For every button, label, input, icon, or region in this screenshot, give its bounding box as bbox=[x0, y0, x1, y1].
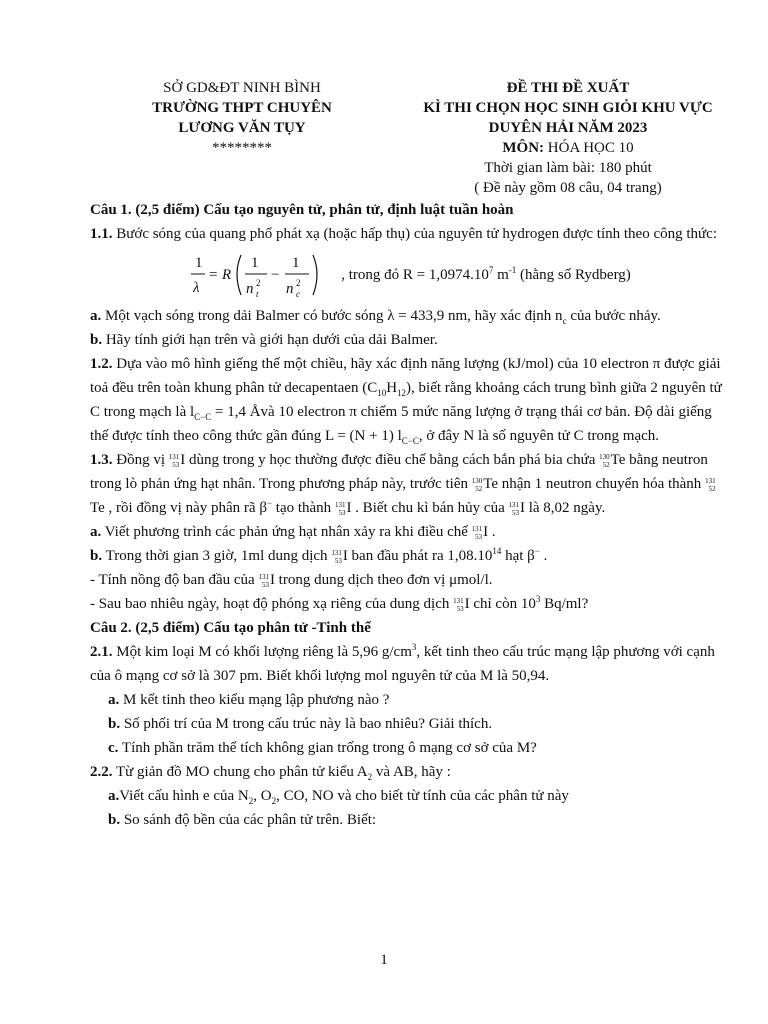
q2-1a-label: a. bbox=[108, 692, 120, 708]
isotope-z: 53 bbox=[511, 508, 519, 517]
q1-1b-text: Hãy tính giới hạn trên và giới hạn dưới của dải Balmer. bbox=[102, 332, 438, 348]
isotope-i131 bbox=[335, 501, 347, 517]
department-name: SỞ GD&ĐT NINH BÌNH bbox=[163, 80, 321, 96]
q1-3b-tail: hạt β bbox=[501, 548, 535, 564]
q1-1-label: 1.1. bbox=[90, 226, 113, 242]
q2-1-tail: , kết tinh theo cấu trúc mạng lập phương với cạnh của ô mạng cơ sở là 307 pm. Biết khối lượng mol nguyên tử của M là 50,94. bbox=[90, 644, 715, 684]
q1-1b bbox=[90, 328, 730, 352]
q1-3-t2: I dùng trong y học thường được điều chế bằng cách bắn phá bia chứa bbox=[180, 452, 600, 468]
q1-3-t8: I là 8,02 ngày. bbox=[519, 500, 606, 516]
q2-1c-label: c. bbox=[108, 740, 119, 756]
isotope-i131 bbox=[331, 549, 343, 565]
isotope-i131 bbox=[169, 453, 181, 469]
q1-3-t1: Đồng vị bbox=[112, 452, 169, 468]
q1-2-sub-h: 12 bbox=[397, 388, 407, 398]
q1-3b-d2-text: - Sau bao nhiêu ngày, hoạt độ phóng xạ riêng của dung dịch bbox=[90, 596, 454, 612]
isotope-mass: 130 bbox=[471, 476, 483, 485]
svg-text:n: n bbox=[286, 281, 294, 297]
isotope-i131 bbox=[453, 597, 465, 613]
isotope-mass: 131 bbox=[471, 524, 483, 533]
isotope-mass: 131 bbox=[331, 548, 342, 557]
isotope-z: 52 bbox=[475, 484, 483, 493]
q1-3-t5: Te , rồi đồng vị này phân rã β bbox=[90, 500, 267, 516]
q2-2-sub: 2 bbox=[367, 772, 373, 782]
q1-2-paragraph bbox=[90, 352, 730, 448]
beta-minus-sup: − bbox=[266, 498, 273, 508]
q1-3-t6: tạo thành bbox=[272, 500, 335, 516]
svg-text:c: c bbox=[296, 289, 301, 299]
time-limit: Thời gian làm bài: 180 phút bbox=[484, 160, 652, 176]
svg-text:1: 1 bbox=[195, 255, 203, 271]
q2-1b-label: b. bbox=[108, 716, 121, 732]
rydberg-formula bbox=[90, 246, 730, 304]
q2-2-label: 2.2. bbox=[90, 764, 113, 780]
q2-title: Câu 2. (2,5 điểm) Cấu tạo phân tử -Tinh thể bbox=[90, 620, 371, 636]
isotope-mass: 130 bbox=[599, 452, 610, 461]
subject-value: HÓA HỌC 10 bbox=[544, 140, 634, 156]
q1-3b-d2 bbox=[90, 592, 730, 616]
q2-1-label: 2.1. bbox=[90, 644, 113, 660]
q1-1-text: Bước sóng của quang phổ phát xạ (hoặc hấp thụ) của nguyên tử hydrogen được tính theo công thức: bbox=[112, 226, 717, 242]
svg-text:1: 1 bbox=[292, 255, 300, 271]
q2-2b-label: b. bbox=[108, 812, 121, 828]
q2-2a-text: Viết cấu hình e của N bbox=[119, 788, 249, 804]
isotope-te130 bbox=[599, 453, 611, 469]
q1-2-text-b: ), biết rằng khoảng cách trung bình giữa 2 nguyên tử C trong mạch là l bbox=[90, 380, 722, 420]
q1-3b-text2: I ban đầu phát ra 1,08.10 bbox=[342, 548, 493, 564]
q1-title: Câu 1. (2,5 điểm) Cấu tạo nguyên tử, phân tử, định luật tuần hoàn bbox=[90, 202, 514, 218]
q2-2-text: Từ giản đồ MO chung cho phân tử kiểu A bbox=[112, 764, 368, 780]
q1-3b-d2-exp: 3 bbox=[535, 594, 541, 604]
exam-type: ĐỀ THI ĐỀ XUẤT bbox=[506, 80, 630, 96]
q1-3b-d2-tail: I chỉ còn 10 bbox=[464, 596, 536, 612]
rydberg-value: , trong đó R = 1,0974.10 bbox=[341, 267, 489, 283]
q1-2-label: 1.2. bbox=[90, 356, 113, 372]
isotope-mass: 131 bbox=[453, 596, 464, 605]
q1-3-paragraph bbox=[90, 448, 730, 520]
school-name-2: LƯƠNG VĂN TỤY bbox=[178, 120, 306, 136]
subject-line bbox=[378, 138, 758, 158]
isotope-z: 52 bbox=[602, 460, 610, 469]
q1-1a-text: Một vạch sóng trong dải Balmer có bước sóng λ = 433,9 nm, hãy xác định n bbox=[101, 308, 563, 324]
exam-name: KÌ THI CHỌN HỌC SINH GIỎI KHU VỰC bbox=[423, 100, 713, 116]
isotope-mass: 131 bbox=[508, 500, 519, 509]
isotope-z: 53 bbox=[172, 460, 180, 469]
rydberg-unit-exponent: -1 bbox=[508, 265, 517, 275]
svg-text:R: R bbox=[222, 267, 232, 283]
q2-1a bbox=[90, 688, 730, 712]
formula-suffix bbox=[341, 263, 631, 287]
q1-1a bbox=[90, 304, 730, 328]
svg-text:=: = bbox=[209, 267, 218, 283]
isotope-mass: 131 bbox=[334, 500, 346, 509]
isotope-i131 bbox=[258, 573, 270, 589]
q2-1-exp: 3 bbox=[411, 642, 417, 652]
page-number: 1 bbox=[380, 952, 388, 968]
q2-2a-sub-n: 2 bbox=[248, 796, 254, 806]
q1-3b-label: b. bbox=[90, 548, 103, 564]
isotope-z: 53 bbox=[338, 508, 346, 517]
isotope-te131 bbox=[705, 477, 717, 493]
q2-1b-text: Số phối trí của M trong cấu trúc này là bao nhiêu? Giải thích. bbox=[120, 716, 493, 732]
q2-1a-text: M kết tinh theo kiểu mạng lập phương nào ? bbox=[119, 692, 390, 708]
q1-3-label: 1.3. bbox=[90, 452, 113, 468]
isotope-z: 53 bbox=[475, 532, 483, 541]
header-right bbox=[378, 78, 758, 198]
q2-2b-text: So sánh độ bền của các phân tử trên. Biết: bbox=[120, 812, 377, 828]
q1-2-sub-c: 10 bbox=[377, 388, 387, 398]
exam-year: DUYÊN HẢI NĂM 2023 bbox=[488, 120, 648, 136]
isotope-i131 bbox=[472, 525, 484, 541]
q1-3b-end: . bbox=[539, 548, 548, 564]
q1-3b-d1-tail: I trong dung dịch theo đơn vị μmol/l. bbox=[269, 572, 493, 588]
q1-3b-text: Trong thời gian 3 giờ, 1ml dung dịch bbox=[102, 548, 332, 564]
q1-2-h: H bbox=[386, 380, 398, 396]
q2-1c-text: Tính phần trăm thể tích không gian trống trong ô mạng cơ sở của M? bbox=[118, 740, 537, 756]
isotope-mass: 131 bbox=[258, 572, 269, 581]
q1-3b bbox=[90, 544, 730, 568]
q1-3b-d1-text: - Tính nồng độ ban đầu của bbox=[90, 572, 259, 588]
q1-1b-label: b. bbox=[90, 332, 103, 348]
subject-label: MÔN: bbox=[502, 140, 545, 156]
q1-1a-label: a. bbox=[90, 308, 102, 324]
q1-1-paragraph bbox=[90, 222, 730, 246]
q2-2a-sub-o: 2 bbox=[271, 796, 277, 806]
svg-text:1: 1 bbox=[251, 255, 259, 271]
svg-text:−: − bbox=[271, 267, 280, 283]
q1-3-t4: Te nhận 1 neutron chuyển hóa thành bbox=[483, 476, 706, 492]
rydberg-exponent: 7 bbox=[488, 265, 494, 275]
beta-minus-sup: − bbox=[534, 546, 540, 556]
svg-text:n: n bbox=[246, 281, 254, 297]
svg-text:2: 2 bbox=[296, 278, 301, 288]
q2-2-paragraph bbox=[90, 760, 730, 784]
isotope-z: 53 bbox=[334, 556, 342, 565]
q1-3a-tail: I . bbox=[483, 524, 496, 540]
q2-1-text: Một kim loại M có khối lượng riêng là 5,96 g/cm bbox=[112, 644, 412, 660]
q1-1a-tail: của bước nhảy. bbox=[566, 308, 661, 324]
q2-2b bbox=[90, 808, 730, 832]
school-name: TRƯỜNG THPT CHUYÊN bbox=[152, 100, 332, 116]
q2-1c bbox=[90, 736, 730, 760]
isotope-mass: 131 bbox=[168, 452, 180, 461]
q1-3-t3: Te bằng neutron trong lò phản ứng hạt nhân. Trong phương pháp này, trước tiên bbox=[90, 452, 708, 492]
q2-1b bbox=[90, 712, 730, 736]
header-left bbox=[112, 78, 372, 158]
isotope-z: 53 bbox=[261, 580, 269, 589]
separator-stars: ******** bbox=[212, 140, 272, 156]
rydberg-unit: m bbox=[493, 267, 509, 283]
q1-1a-sub: c bbox=[562, 316, 567, 326]
q1-2-text-d: , ở đây N là số nguyên tử C trong mạch. bbox=[418, 428, 660, 444]
exam-body bbox=[90, 198, 730, 832]
rydberg-tail: (hằng số Rydberg) bbox=[516, 267, 631, 283]
svg-text:t: t bbox=[256, 289, 259, 299]
isotope-te130 bbox=[472, 477, 484, 493]
q1-3-t7: I . Biết chu kì bán hủy của bbox=[346, 500, 509, 516]
q1-3b-d2-end: Bq/ml? bbox=[540, 596, 589, 612]
svg-text:λ: λ bbox=[193, 280, 200, 296]
q1-3a-text: Viết phương trình các phản ứng hạt nhân xảy ra khi điều chế bbox=[101, 524, 472, 540]
q2-1-paragraph bbox=[90, 640, 730, 688]
q1-3b-d1 bbox=[90, 568, 730, 592]
q1-3b-exp: 14 bbox=[492, 546, 502, 556]
q1-2-sub-cc-2: C−C bbox=[401, 436, 419, 446]
page-note: ( Đề này gồm 08 câu, 04 trang) bbox=[474, 180, 662, 196]
q2-2a bbox=[90, 784, 730, 808]
isotope-i131 bbox=[508, 501, 520, 517]
formula-graphic bbox=[189, 247, 341, 303]
q2-2a-rest2: , CO, NO và cho biết từ tính của các phân tử này bbox=[276, 788, 569, 804]
q2-2-tail: và AB, hãy : bbox=[372, 764, 451, 780]
q1-2-text-a: Dựa vào mô hình giếng thế một chiều, hãy xác định năng lượng (kJ/mol) của 10 electron π được giải toả đều trên toàn khung phân tử decapentaen (C bbox=[90, 356, 721, 396]
q2-2a-label: a. bbox=[108, 788, 120, 804]
q1-3a-label: a. bbox=[90, 524, 102, 540]
q2-2a-rest: , O bbox=[253, 788, 272, 804]
isotope-z: 52 bbox=[708, 484, 716, 493]
q1-2-text-c: = 1,4 Åvà 10 electron π chiếm 5 mức năng lượng ở trạng thái cơ bản. Độ dài giếng thế được tính theo công thức gần đúng L = (N + 1) l bbox=[90, 404, 712, 444]
q1-2-sub-cc: C−C bbox=[194, 412, 212, 422]
isotope-z: 53 bbox=[456, 604, 464, 613]
isotope-mass: 131 bbox=[705, 476, 716, 485]
svg-text:2: 2 bbox=[256, 278, 261, 288]
q1-3a bbox=[90, 520, 730, 544]
